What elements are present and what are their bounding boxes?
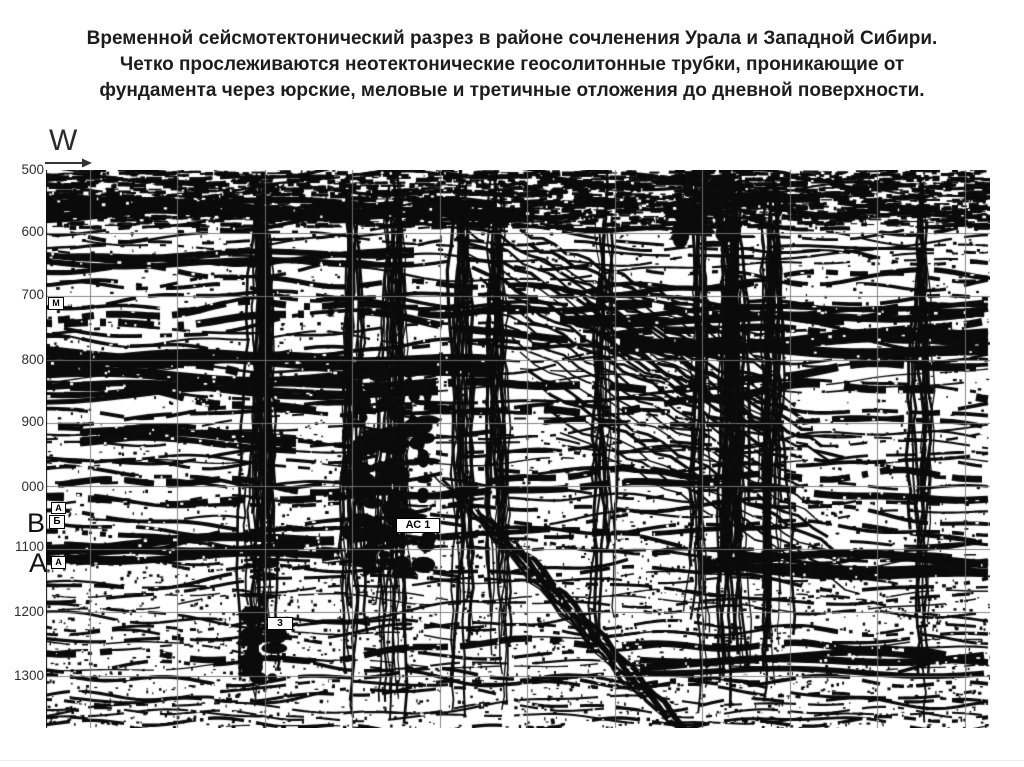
title-line-3: фундамента через юрские, меловые и третичные отложения до дневной поверхности. bbox=[99, 80, 925, 101]
time-tick-label: 600 bbox=[21, 224, 44, 239]
title-line-1: Временной сейсмотектонический разрез в районе сочленения Урала и Западной Сибири. bbox=[86, 28, 938, 49]
marker-box-3: 3 bbox=[267, 617, 293, 630]
seismic-section-image bbox=[46, 170, 990, 728]
marker-box-a-lower: А bbox=[51, 556, 66, 569]
time-axis bbox=[0, 0, 44, 767]
marker-letter-B: В bbox=[27, 508, 46, 538]
bottom-hairline bbox=[0, 760, 1024, 761]
time-tick-label: 1200 bbox=[13, 604, 44, 619]
time-tick-label: 800 bbox=[21, 352, 44, 367]
time-tick-label: 900 bbox=[21, 414, 44, 429]
time-tick-label: 000 bbox=[21, 479, 44, 494]
time-tick-label: 1300 bbox=[13, 668, 44, 683]
marker-box-b: Б bbox=[49, 515, 65, 529]
marker-letter-A: А bbox=[29, 548, 48, 578]
title-line-2: Четко прослеживаются неотектонические геосолитонные трубки, проникающие от bbox=[119, 54, 905, 75]
time-tick-label: 500 bbox=[21, 162, 44, 177]
west-orientation-label: W bbox=[49, 124, 79, 157]
time-tick-label: 1100 bbox=[14, 539, 44, 554]
marker-box-m: М bbox=[48, 297, 64, 310]
well-label-ac1: АС 1 bbox=[396, 518, 440, 533]
west-direction-arrow bbox=[44, 157, 92, 169]
time-tick-label: 700 bbox=[21, 287, 44, 302]
marker-box-a-upper: А bbox=[51, 502, 66, 514]
